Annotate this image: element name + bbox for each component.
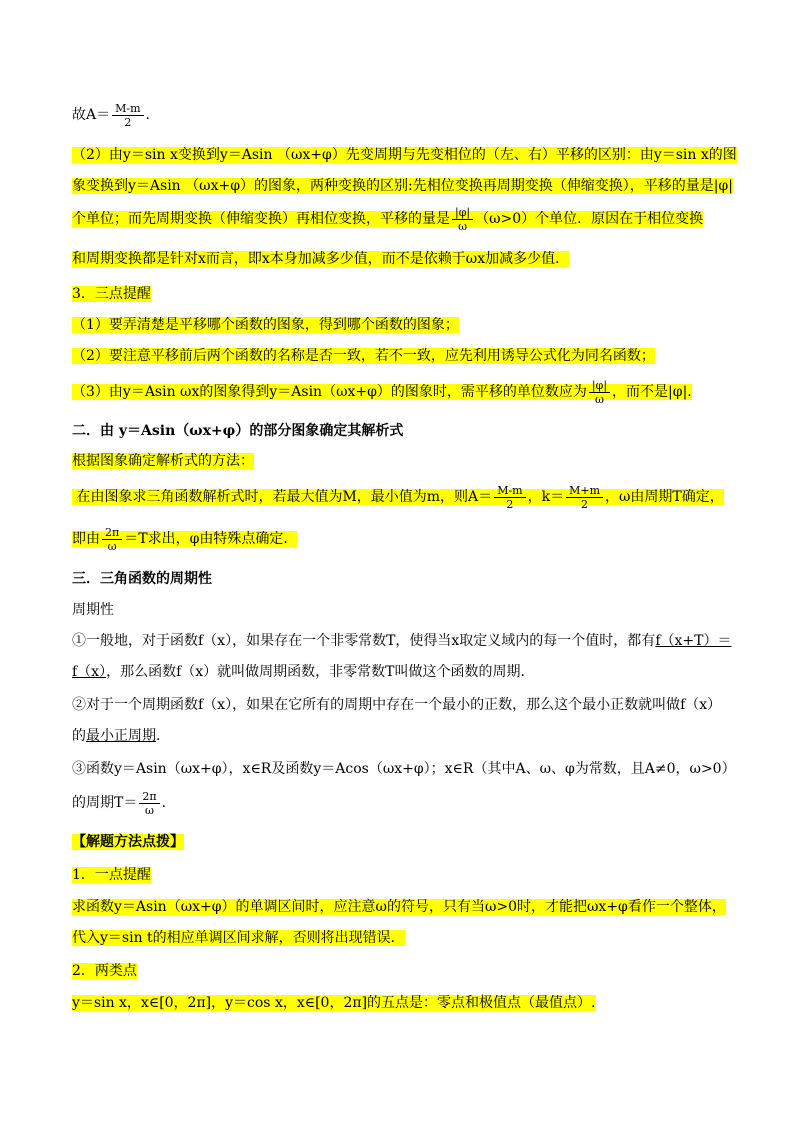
line-point-3 (72, 375, 692, 409)
heading-two-points (72, 958, 137, 984)
heading-one-point (72, 862, 151, 888)
fraction: $\frac{|\varphi|}{\omega}$ (452, 206, 473, 233)
highlighted-text: 3．三点提醒 (72, 286, 151, 302)
line-def-1a (72, 628, 731, 654)
line-def-2a (72, 692, 721, 718)
text: ． (156, 728, 170, 744)
line-tip-1b (72, 925, 405, 951)
line-point-2 (72, 343, 655, 369)
line-transform-2 (72, 173, 733, 199)
numerator: M-m (112, 102, 143, 116)
fraction: $\frac{M+m}{2}$ (566, 484, 603, 511)
line-def-3b (72, 786, 166, 820)
section-heading-2 (72, 418, 403, 444)
text: ③函数y＝Asin（ωx+φ），x∈R及函数y＝Acos（ωx+φ）；x∈R（其中A、ω、φ为常数，且A≠0，ω>0） (72, 761, 736, 777)
highlighted-text: 2．两类点 (72, 963, 137, 979)
fraction: $\frac{|\varphi|}{\omega}$ (589, 379, 610, 406)
text: . (161, 795, 167, 811)
underlined-text: f（x+T）＝ (655, 633, 732, 649)
text: ，那么函数f（x）就叫做周期函数，非零常数T叫做这个函数的周期． (106, 664, 535, 680)
underlined-text: f（x） (72, 664, 107, 680)
fraction (112, 102, 143, 129)
line-transform-3 (72, 202, 703, 236)
highlighted-text: 根据图象确定解析式的方法： (72, 453, 254, 469)
highlighted-text: 象变换到y＝Asin （ωx+φ）的图象，两种变换的区别:先相位变换再周期变换（伸缩变换），平移的量是|φ| (72, 178, 733, 194)
fraction: $\frac{2\pi}{\omega}$ (102, 526, 122, 553)
highlighted-text: 在由图象求三角函数解析式时，若最大值为M，最小值为m，则A＝ $\frac{M-m}{2}$ ，k＝ $\frac{M+m}{2}$ ，ω由周期T确定， (72, 489, 724, 505)
heading-method-tips (72, 829, 184, 855)
heading-three-points (72, 281, 151, 307)
highlighted-text: 1．一点提醒 (72, 867, 151, 883)
highlighted-text: y＝sin x，x∈[0，2π]，y＝cos x，x∈[0，2π]的五点是：零点和极值点（最值点）. (72, 995, 596, 1011)
fraction: $\frac{M-m}{2}$ (494, 484, 525, 511)
highlighted-text: 求函数y＝Asin（ωx+φ）的单调区间时，应注意ω的符号，只有当ω>0时，才能把ωx+φ看作一个整体， (72, 899, 726, 915)
line-five-points (72, 990, 596, 1016)
highlighted-text: 和周期变换都是针对x而言，即x本身加减多少值，而不是依赖于ωx加减多少值． (72, 251, 570, 267)
underlined-text: 最小正周期 (86, 728, 156, 744)
highlighted-text: （2）由y＝sin x变换到y＝Asin （ωx+φ）先变周期与先变相位的（左、右）平移的区别：由y＝sin x的图 (72, 147, 737, 163)
heading-text: 二．由 y＝Asin（ωx+φ）的部分图象确定其解析式 (72, 423, 404, 439)
section-heading-3 (72, 566, 212, 592)
text: 的周期T＝ (72, 795, 138, 811)
text: . (145, 107, 150, 123)
line-def-2b (72, 723, 170, 749)
line-tip-1a (72, 894, 726, 920)
highlighted-text: （3）由y＝Asin ωx的图象得到y＝Asin（ωx+φ）的图象时，需平移的单位数应为 $\frac{|\varphi|}{\omega}$ ，而不是|φ|. (72, 378, 692, 406)
fraction: $\frac{2\pi}{\omega}$ (139, 790, 159, 817)
line-def-1b (72, 659, 535, 685)
highlighted-text: （1）要弄清楚是平移哪个函数的图象，得到哪个函数的图象； (72, 317, 459, 333)
line-transform-4 (72, 246, 569, 272)
line-transform-1 (72, 142, 737, 168)
text: 故A＝ (72, 107, 111, 123)
line-method-1 (72, 480, 724, 514)
highlighted-text: 代入y＝sin t的相应单调区间求解，否则将出现错误． (72, 930, 405, 946)
line-method-2 (72, 522, 297, 556)
highlighted-text: 【解题方法点拨】 (72, 834, 184, 850)
line-method-title (72, 448, 254, 474)
denominator: 2 (124, 115, 132, 129)
line-periodicity (72, 597, 114, 623)
highlighted-text: （2）要注意平移前后两个函数的名称是否一致，若不一致，应先利用诱导公式化为同名函数； (72, 348, 655, 364)
highlighted-text: 个单位；而先周期变换（伸缩变换）再相位变换，平移的量是 $\frac{|\varphi|}{\omega}$ （ω>0）个单位．原因在于相位变换 (72, 205, 704, 233)
heading-text: 三．三角函数的周期性 (72, 571, 212, 587)
text: ②对于一个周期函数f（x），如果在它所有的周期中存在一个最小的正数，那么这个最小正数就叫做f（x） (72, 697, 722, 713)
line-point-1 (72, 312, 459, 338)
text: ①一般地，对于函数f（x），如果存在一个非零常数T，使得当x取定义域内的每一个值时，都有 (72, 633, 656, 649)
text: 的 (72, 728, 86, 744)
highlighted-text: 即由 $\frac{2\pi}{\omega}$ ＝T求出，φ由特殊点确定． (72, 525, 298, 553)
line-a-formula (72, 98, 150, 132)
text: 周期性 (72, 602, 114, 618)
line-def-3a (72, 756, 736, 782)
